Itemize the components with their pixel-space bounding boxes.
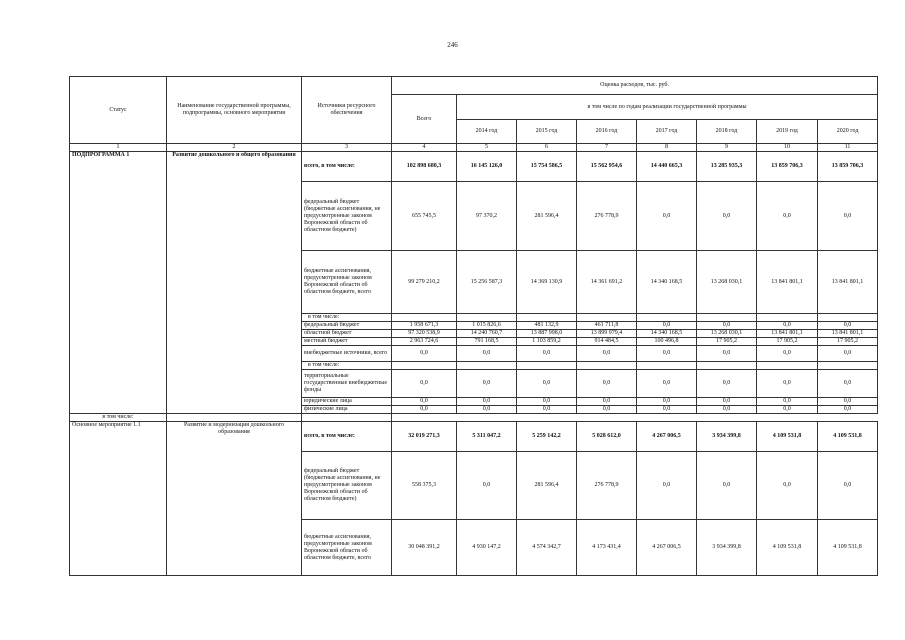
- row-label: юридические лица: [302, 398, 392, 406]
- table-cell: 4 930 147,2: [457, 520, 517, 576]
- header-year: 2020 год: [818, 120, 878, 144]
- table-cell: [637, 314, 697, 322]
- row-label: внебюджетные источники, всего: [302, 346, 392, 362]
- table-cell: 13 285 935,3: [697, 152, 757, 182]
- table-cell: 14 440 665,3: [637, 152, 697, 182]
- table-cell: 13 268 030,1: [697, 330, 757, 338]
- table-cell: 0,0: [818, 322, 878, 330]
- col-number: 2: [167, 144, 302, 152]
- table-cell: 97 370,2: [457, 182, 517, 251]
- table-cell: 0,0: [392, 370, 457, 398]
- table-cell: [302, 414, 392, 422]
- table-cell: [697, 362, 757, 370]
- table-cell: 15 256 587,3: [457, 251, 517, 314]
- table-cell: 0,0: [818, 370, 878, 398]
- table-cell: 0,0: [757, 398, 818, 406]
- table-cell: 4 109 531,8: [818, 422, 878, 452]
- table-cell: 914 484,5: [577, 338, 637, 346]
- table-cell: 4 109 531,8: [818, 520, 878, 576]
- header-program-name: Наименование государственной программы, подпрограммы, основного мероприятия: [167, 77, 302, 144]
- table-cell: 0,0: [697, 406, 757, 414]
- table-row: [70, 422, 878, 452]
- table-cell: 0,0: [392, 346, 457, 362]
- row-label: федеральный бюджет (бюджетные ассигнования, не предусмотренные законом Воронежской области об областном бюджете): [302, 182, 392, 251]
- table-cell: 13 887 998,0: [517, 330, 577, 338]
- col-number: 1: [70, 144, 167, 152]
- row-label: федеральный бюджет (бюджетные ассигнования, не предусмотренные законом Воронежской области об областном бюджете): [302, 452, 392, 520]
- table-cell: 0,0: [818, 406, 878, 414]
- table-cell: [392, 314, 457, 322]
- table-cell: 0,0: [757, 346, 818, 362]
- header-year: 2016 год: [577, 120, 637, 144]
- table-cell: 791 168,5: [457, 338, 517, 346]
- table-cell: 0,0: [577, 398, 637, 406]
- table-cell: 0,0: [392, 398, 457, 406]
- table-cell: 3 934 399,8: [697, 422, 757, 452]
- table-cell: 0,0: [517, 346, 577, 362]
- table-cell: 0,0: [457, 370, 517, 398]
- table-cell: 0,0: [637, 370, 697, 398]
- col-number: 6: [517, 144, 577, 152]
- table-cell: 14 361 691,2: [577, 251, 637, 314]
- table-cell: 0,0: [818, 182, 878, 251]
- table-cell: 16 145 126,0: [457, 152, 517, 182]
- table-cell: [517, 362, 577, 370]
- measure-status: Основное мероприятие 1.1: [70, 422, 167, 576]
- table-cell: 14 340 168,5: [637, 251, 697, 314]
- table-cell: 461 711,8: [577, 322, 637, 330]
- table-cell: 5 028 612,0: [577, 422, 637, 452]
- col-number: 10: [757, 144, 818, 152]
- col-number: 7: [577, 144, 637, 152]
- table-cell: [818, 362, 878, 370]
- row-label: территориальные государственные внебюджетные фонды: [302, 370, 392, 398]
- table-cell: 4 173 431,4: [577, 520, 637, 576]
- table-cell: 0,0: [577, 346, 637, 362]
- table-cell: [757, 362, 818, 370]
- table-cell: 0,0: [818, 398, 878, 406]
- table-cell: 655 745,5: [392, 182, 457, 251]
- table-cell: 481 132,9: [517, 322, 577, 330]
- col-number: 5: [457, 144, 517, 152]
- col-number: 11: [818, 144, 878, 152]
- table-cell: 15 562 954,6: [577, 152, 637, 182]
- table-cell: 13 841 801,1: [757, 251, 818, 314]
- table-cell: 281 596,4: [517, 452, 577, 520]
- header-year: 2019 год: [757, 120, 818, 144]
- subprogram-name: Развитие дошкольного и общего образования: [167, 152, 302, 414]
- row-label: всего, в том числе:: [302, 422, 392, 452]
- table-cell: 1 958 671,3: [392, 322, 457, 330]
- table-cell: [818, 314, 878, 322]
- table-cell: 0,0: [697, 370, 757, 398]
- table-cell: 13 841 801,1: [818, 330, 878, 338]
- table-cell: 0,0: [697, 346, 757, 362]
- table-cell: 0,0: [457, 406, 517, 414]
- header-status: Статус: [70, 77, 167, 144]
- table-cell: 4 267 006,5: [637, 422, 697, 452]
- table-cell: 0,0: [392, 406, 457, 414]
- row-label: местный бюджет: [302, 338, 392, 346]
- row-label: областной бюджет: [302, 330, 392, 338]
- table-cell: 0,0: [517, 370, 577, 398]
- header-year: 2015 год: [517, 120, 577, 144]
- table-cell: 0,0: [637, 322, 697, 330]
- table-row: [70, 414, 878, 422]
- table-cell: 558 375,3: [392, 452, 457, 520]
- col-number: 4: [392, 144, 457, 152]
- table-cell: 3 934 399,8: [697, 520, 757, 576]
- table-cell: 0,0: [697, 322, 757, 330]
- table-cell: 4 267 006,5: [637, 520, 697, 576]
- table-cell: 17 905,2: [757, 338, 818, 346]
- table-cell: 97 320 538,9: [392, 330, 457, 338]
- table-cell: 4 109 531,8: [757, 520, 818, 576]
- table-cell: [637, 362, 697, 370]
- table-cell: 0,0: [637, 406, 697, 414]
- row-label: бюджетные ассигнования, предусмотренные законом Воронежской области об областном бюджете, всего: [302, 251, 392, 314]
- table-cell: 276 778,9: [577, 182, 637, 251]
- row-label: федеральный бюджет: [302, 322, 392, 330]
- header-year: 2017 год: [637, 120, 697, 144]
- table-cell: 281 596,4: [517, 182, 577, 251]
- table-cell: 0,0: [697, 182, 757, 251]
- table-cell: [577, 362, 637, 370]
- table-cell: 0,0: [757, 370, 818, 398]
- table-cell: 5 259 142,2: [517, 422, 577, 452]
- header-year: 2018 год: [697, 120, 757, 144]
- table-cell: 0,0: [757, 406, 818, 414]
- table-row: [70, 152, 878, 182]
- table-cell: 0,0: [637, 182, 697, 251]
- table-cell: 14 340 168,5: [637, 330, 697, 338]
- row-label: в том числе:: [302, 362, 392, 370]
- table-cell: 32 019 271,3: [392, 422, 457, 452]
- including-label: в том числе:: [70, 414, 167, 422]
- row-label: в том числе:: [302, 314, 392, 322]
- table-cell: 15 754 586,5: [517, 152, 577, 182]
- table-cell: 0,0: [517, 406, 577, 414]
- measure-name: Развитие и модернизация дошкольного образования: [167, 422, 302, 576]
- table-cell: [457, 314, 517, 322]
- row-label: физические лица: [302, 406, 392, 414]
- table-cell: 99 279 210,2: [392, 251, 457, 314]
- table-cell: 14 369 130,9: [517, 251, 577, 314]
- table-cell: 13 899 979,4: [577, 330, 637, 338]
- table-cell: 13 841 801,1: [818, 251, 878, 314]
- table-cell: [392, 414, 878, 422]
- header-estimate: Оценка расходов, тыс. руб.: [392, 77, 878, 95]
- table-cell: 0,0: [457, 346, 517, 362]
- row-label: всего, в том числе:: [302, 152, 392, 182]
- table-cell: [697, 314, 757, 322]
- table-cell: [167, 414, 302, 422]
- header-total: Всего: [392, 95, 457, 144]
- table-cell: 1 103 859,2: [517, 338, 577, 346]
- table-cell: [457, 362, 517, 370]
- table-cell: 0,0: [757, 452, 818, 520]
- table-cell: 0,0: [517, 398, 577, 406]
- table-cell: 30 048 391,2: [392, 520, 457, 576]
- table-cell: 4 109 531,8: [757, 422, 818, 452]
- table-cell: 102 898 680,3: [392, 152, 457, 182]
- table-cell: [757, 314, 818, 322]
- table-cell: 276 778,9: [577, 452, 637, 520]
- table-cell: 13 859 706,3: [818, 152, 878, 182]
- table-cell: 0,0: [757, 322, 818, 330]
- table-cell: 0,0: [637, 398, 697, 406]
- header-year: 2014 год: [457, 120, 517, 144]
- table-cell: 0,0: [637, 452, 697, 520]
- col-number: 8: [637, 144, 697, 152]
- table-cell: 0,0: [577, 406, 637, 414]
- table-cell: [577, 314, 637, 322]
- table-cell: 0,0: [818, 346, 878, 362]
- col-number: 9: [697, 144, 757, 152]
- page-number: 246: [447, 41, 458, 49]
- table-cell: 2 963 724,6: [392, 338, 457, 346]
- table-cell: 13 268 030,1: [697, 251, 757, 314]
- table-cell: 1 015 826,6: [457, 322, 517, 330]
- table-cell: 13 859 706,3: [757, 152, 818, 182]
- header-by-years: в том числе по годам реализации государственной программы: [457, 95, 878, 120]
- table-cell: 5 311 047,2: [457, 422, 517, 452]
- table-cell: 4 574 342,7: [517, 520, 577, 576]
- table-cell: 17 905,2: [697, 338, 757, 346]
- table-cell: 0,0: [457, 452, 517, 520]
- table-cell: 0,0: [457, 398, 517, 406]
- table-cell: 0,0: [577, 370, 637, 398]
- table-cell: 0,0: [818, 452, 878, 520]
- row-label: бюджетные ассигнования, предусмотренные законом Воронежской области об областном бюджете, всего: [302, 520, 392, 576]
- table-cell: [392, 362, 457, 370]
- table-cell: 0,0: [637, 346, 697, 362]
- table-cell: 14 240 760,7: [457, 330, 517, 338]
- header-resource-source: Источники ресурсного обеспечения: [302, 77, 392, 144]
- table-cell: 0,0: [697, 398, 757, 406]
- subprogram-status: ПОДПРОГРАММА 1: [70, 152, 167, 414]
- table-cell: 0,0: [697, 452, 757, 520]
- table-cell: 100 496,8: [637, 338, 697, 346]
- budget-table: [69, 76, 878, 576]
- table-cell: 13 841 801,1: [757, 330, 818, 338]
- table-cell: 0,0: [757, 182, 818, 251]
- table-cell: 17 905,2: [818, 338, 878, 346]
- table-cell: [517, 314, 577, 322]
- col-number: 3: [302, 144, 392, 152]
